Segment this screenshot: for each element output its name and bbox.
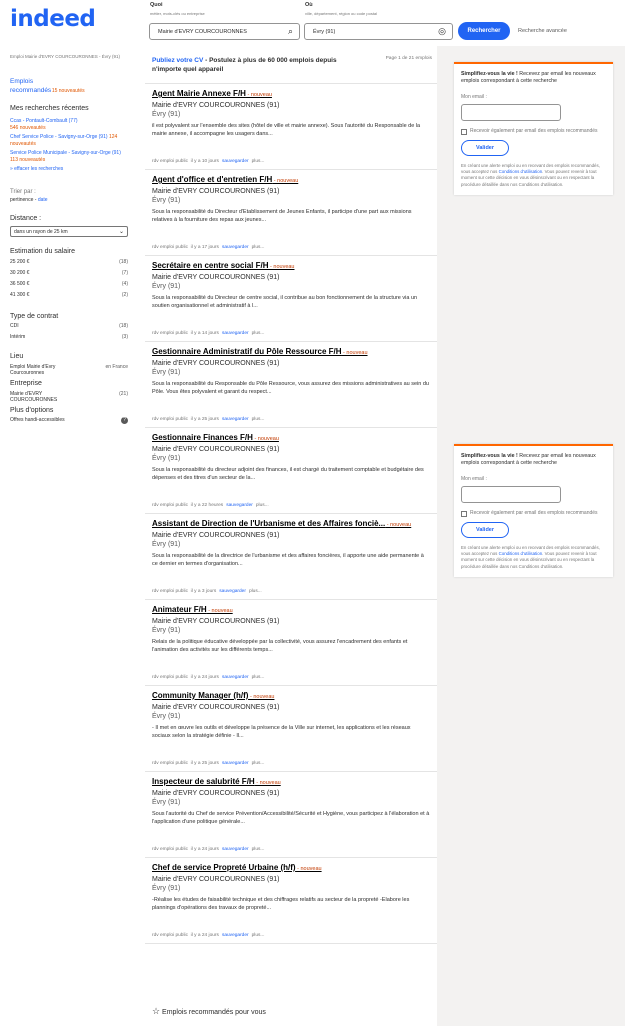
job-source: rdv emploi public [152, 159, 188, 164]
job-title[interactable] [152, 347, 430, 358]
indeed-logo[interactable]: indeed [10, 6, 96, 32]
job-company: Mairie d'EVRY COURCOURONNES (91) [152, 704, 280, 711]
job-title-text[interactable]: Community Manager (h/f) [152, 691, 249, 700]
more-link[interactable]: plus... [251, 159, 265, 164]
company-filter[interactable] [10, 391, 128, 404]
distance-value: dans un rayon de 25 km [14, 228, 68, 235]
job-title[interactable] [152, 89, 430, 100]
job-footer [152, 589, 262, 594]
job-age: il y a 24 jours [190, 675, 219, 680]
company-title: Entreprise [10, 379, 42, 387]
job-alert-box [454, 444, 613, 577]
email-label: Mon email : [461, 476, 487, 482]
job-location: Évry (91) [152, 455, 181, 462]
place-filter[interactable] [10, 364, 128, 377]
contract-filter[interactable] [10, 321, 128, 332]
terms-link[interactable]: Conditions d'utilisation [498, 169, 543, 175]
recommended-jobs [10, 77, 128, 96]
job-company: Mairie d'EVRY COURCOURONNES (91) [152, 360, 280, 367]
where-label: Où [305, 2, 313, 8]
new-badge: - nouveau [252, 436, 279, 442]
save-job-link[interactable]: sauvegarder [221, 847, 249, 852]
checkbox-icon[interactable] [461, 129, 467, 135]
job-source: rdv emploi public [152, 331, 188, 336]
job-company: Mairie d'EVRY COURCOURONNES (91) [152, 876, 280, 883]
job-location: Évry (91) [152, 799, 181, 806]
save-job-link[interactable]: sauvegarder [221, 417, 249, 422]
alert-legal: En créant une alerte emploi ou en recevant des emplois recommandés, vous acceptez nos Conditions d'utilisation. Vous pouvez revenir à tout moment sur cette décision en vous désinscrivant ou en respectant la procédure détaillée dans nos Conditions d'utilisation. [461, 545, 600, 569]
filter-label: 41 300 € [10, 291, 30, 298]
salary-list [10, 257, 128, 301]
job-card[interactable] [145, 84, 437, 170]
job-company: Mairie d'EVRY COURCOURONNES (91) [152, 618, 280, 625]
job-source: rdv emploi public [152, 933, 188, 938]
job-title[interactable] [152, 691, 430, 702]
what-input-value: Mairie d'EVRY COURCOURONNES [158, 29, 247, 35]
job-source: rdv emploi public [152, 589, 188, 594]
recent-search-label[interactable]: Service Police Municipale - Savigny-sur-Orge (91) [10, 150, 121, 156]
job-card[interactable] [145, 256, 437, 342]
recent-searches-title: Mes recherches récentes [10, 105, 89, 112]
new-badge: - nouveau [341, 350, 368, 356]
job-card[interactable] [145, 428, 437, 514]
job-title-text[interactable]: Agent d'office et d'entretien F/H [152, 175, 273, 184]
job-description: Sous la responsabilité du Responsable du Pôle Ressource, vous assurez des missions administratives au sein du Pôle. Vous êtes polyvalent et garant du respect... [152, 381, 429, 395]
new-badge: - nouveau [206, 608, 233, 614]
recent-search-count: 546 nouveautés [10, 124, 46, 131]
place-title: Lieu [10, 352, 24, 360]
filter-count: (18) [119, 322, 128, 329]
job-footer [152, 933, 264, 938]
cv-promo [145, 52, 437, 84]
recent-search-count: 124 nouveautés [10, 134, 118, 147]
recent-search-label[interactable]: Ccas - Pontault-Combault (77) [10, 118, 78, 124]
job-title[interactable] [152, 175, 430, 186]
job-company: Mairie d'EVRY COURCOURONNES (91) [152, 102, 280, 109]
more-link[interactable]: plus... [251, 245, 265, 250]
results-column [145, 52, 437, 944]
what-hint: métier, mots-clés ou entreprise [150, 11, 205, 16]
star-icon: ☆ [152, 1006, 161, 1016]
filter-label: 30 200 € [10, 269, 30, 276]
job-company: Mairie d'EVRY COURCOURONNES (91) [152, 446, 280, 453]
checkbox-label: Recevoir également par email des emplois recommandés [470, 128, 598, 134]
save-job-link[interactable]: sauvegarder [221, 245, 249, 250]
job-description: il est polyvalent sur l'ensemble des sites (hôtel de ville et mairie annexe). Sous l'autorité du Responsable de la mairie annexe, il accompagne les usagers dans... [152, 123, 421, 137]
breadcrumb: Emploi Mairie d'EVRY COURCOURONNES - Évry (91) [10, 54, 120, 59]
job-card[interactable] [145, 686, 437, 772]
job-title-text[interactable]: Secrétaire en centre social F/H [152, 261, 269, 270]
new-badge: - nouveau [385, 522, 412, 528]
job-company: Mairie d'EVRY COURCOURONNES (91) [152, 790, 280, 797]
job-age: il y a 22 heures [190, 503, 224, 508]
job-source: rdv emploi public [152, 245, 188, 250]
validate-button[interactable]: Valider [461, 522, 509, 538]
job-description: -Réalise les études de faisabilité technique et des chiffrages relatifs au secteur de la propreté -Elabore les plannings d'opérations des travaux de propreté... [152, 897, 410, 911]
validate-button[interactable]: Valider [461, 140, 509, 156]
job-footer [152, 503, 269, 508]
alert-intro: Simplifiez-vous la vie ! Recevez par email les nouveaux emplois correspondant à cette recherche [461, 453, 596, 466]
help-icon[interactable]: ? [121, 417, 128, 424]
more-link[interactable]: plus... [251, 761, 265, 766]
sort-options [10, 197, 128, 203]
new-badge: - nouveau [245, 92, 272, 98]
recommended-jobs-link[interactable]: Emplois recommandés [10, 78, 52, 94]
job-card[interactable] [145, 514, 437, 600]
job-description: Sous la responsabilité de la directrice de l'urbanisme et des affaires foncières, il apporte une aide permanente à ce dernier en termes d'organisation... [152, 553, 424, 567]
job-description: Sous la responsabilité du Directeur d'Etablissement de Jeunes Enfants, il participe d'une part aux missions relatives à la fourniture des repas aux jeunes... [152, 209, 412, 223]
save-job-link[interactable]: sauvegarder [221, 933, 249, 938]
advanced-search-link[interactable]: Recherche avancée [518, 28, 567, 34]
recommended-checkbox[interactable] [461, 510, 606, 517]
job-description: Sous la responsabilité du directeur adjoint des finances, il est chargé du traitement comptable et budgétaire des dépenses et des titres d'un secteur de la... [152, 467, 424, 481]
filter-label: Emploi Mairie d'Evry Courcouronnes [10, 363, 56, 376]
new-badge: - nouveau [295, 866, 322, 872]
job-title[interactable] [152, 261, 430, 272]
salary-filter[interactable] [10, 279, 128, 290]
search-icon[interactable]: ⌕ [287, 26, 293, 36]
job-location: Évry (91) [152, 283, 181, 290]
salary-filter[interactable] [10, 290, 128, 301]
where-input-value: Évry (91) [313, 29, 336, 35]
job-location: Évry (91) [152, 197, 181, 204]
checkbox-label: Recevoir également par email des emplois recommandés [470, 510, 598, 516]
job-location: Évry (91) [152, 541, 181, 548]
job-title[interactable] [152, 519, 430, 530]
new-badge: - nouveau [254, 780, 281, 786]
salary-title: Estimation du salaire [10, 247, 75, 255]
options-filter[interactable] [10, 415, 128, 426]
header [0, 0, 625, 48]
search-button[interactable]: Rechercher [458, 22, 510, 40]
job-age: il y a 25 jours [190, 417, 219, 422]
recommended-count: 15 nouveautés [51, 88, 85, 94]
more-link[interactable]: plus... [251, 331, 265, 336]
job-title-text[interactable]: Animateur F/H [152, 605, 207, 614]
filter-label: 25 200 € [10, 258, 30, 265]
filter-label: Intérim [10, 333, 26, 340]
job-description: - Il met en œuvre les outils et développe la présence de la Ville sur internet, les applications et les réseaux sociaux selon la stratégie définie - Il... [152, 725, 411, 739]
recent-search-item[interactable] [10, 118, 128, 131]
job-source: rdv emploi public [152, 503, 188, 508]
job-age: il y a 24 jours [190, 847, 219, 852]
contract-title: Type de contrat [10, 312, 59, 320]
recommended-footer-label: Emplois recommandés pour vous [162, 1009, 266, 1016]
filter-label: Offres handi-accessibles [10, 416, 65, 423]
filter-label: 36 500 € [10, 280, 30, 287]
sort-separator: - [33, 196, 38, 203]
job-footer [152, 847, 264, 852]
job-title[interactable] [152, 433, 430, 444]
contract-list [10, 321, 128, 343]
sort-relevance: pertinence [10, 196, 34, 203]
filter-label: CDI [10, 322, 19, 329]
email-input[interactable] [461, 486, 561, 503]
filter-count: (18) [119, 258, 128, 265]
recent-search-label[interactable]: Chef Service Police - Savigny-sur-Orge (91) [10, 134, 108, 140]
filter-count: (7) [121, 269, 128, 276]
where-hint: ville, département, région ou code postal [305, 11, 378, 16]
job-company: Mairie d'EVRY COURCOURONNES (91) [152, 532, 280, 539]
more-link[interactable]: plus... [251, 417, 265, 422]
new-badge: - nouveau [272, 178, 299, 184]
alert-legal: En créant une alerte emploi ou en recevant des emplois recommandés, vous acceptez nos Conditions d'utilisation. Vous pouvez revenir à tout moment sur cette décision en vous désinscrivant ou en respectant la procédure détaillée dans nos Conditions d'utilisation. [461, 163, 600, 187]
job-title-text[interactable]: Gestionnaire Administratif du Pôle Ressource F/H [152, 347, 342, 356]
job-footer [152, 761, 264, 766]
job-card[interactable] [145, 858, 437, 944]
filter-count: (21) [119, 390, 128, 397]
job-location: Évry (91) [152, 369, 181, 376]
job-footer [152, 675, 264, 680]
job-card[interactable] [145, 600, 437, 686]
job-title-text[interactable]: Agent Mairie Annexe F/H [152, 89, 246, 98]
job-location: Évry (91) [152, 713, 181, 720]
location-pin-icon: ◎ [438, 26, 446, 36]
job-location: Évry (91) [152, 627, 181, 634]
job-title[interactable] [152, 863, 430, 874]
alert-intro: Simplifiez-vous la vie ! Recevez par email les nouveaux emplois correspondant à cette recherche [461, 71, 596, 84]
more-link[interactable]: plus... [248, 589, 262, 594]
terms-link[interactable]: Conditions d'utilisation [498, 551, 543, 557]
job-source: rdv emploi public [152, 675, 188, 680]
job-card[interactable] [145, 170, 437, 256]
job-age: il y a 25 jours [190, 761, 219, 766]
recommended-checkbox[interactable] [461, 128, 606, 135]
clear-searches-link[interactable]: » effacer les recherches [10, 166, 64, 172]
save-job-link[interactable]: sauvegarder [219, 589, 246, 594]
what-label: Quoi [150, 2, 163, 8]
job-location: Évry (91) [152, 885, 181, 892]
job-title-text[interactable]: Gestionnaire Finances F/H [152, 433, 253, 442]
new-badge: - nouveau [248, 694, 275, 700]
options-title: Plus d'options [10, 406, 54, 414]
contract-filter[interactable] [10, 332, 128, 343]
job-description: Relais de la politique éducative développée par la collectivité, vous assurez l'encadrement des enfants et l'animation des activités sur les différents temps... [152, 639, 408, 653]
job-title-text[interactable]: Chef de service Propreté Urbaine (h/f) [152, 863, 296, 872]
job-age: il y a 14 jours [190, 331, 219, 336]
more-link[interactable]: plus... [251, 675, 265, 680]
filter-count: (4) [121, 280, 128, 287]
recent-searches-list [10, 118, 128, 173]
filter-count: (3) [121, 333, 128, 340]
job-age: il y a 24 jours [190, 933, 219, 938]
checkbox-icon[interactable] [461, 511, 467, 517]
job-footer [152, 331, 264, 336]
save-job-link[interactable]: sauvegarder [226, 503, 253, 508]
salary-filter[interactable] [10, 268, 128, 279]
job-source: rdv emploi public [152, 847, 188, 852]
page-info: Page 1 de 21 emplois [385, 56, 432, 61]
job-source: rdv emploi public [152, 761, 188, 766]
job-footer [152, 245, 264, 250]
where-input[interactable] [304, 23, 453, 40]
job-card[interactable] [145, 772, 437, 858]
job-title[interactable] [152, 777, 430, 788]
save-job-link[interactable]: sauvegarder [221, 761, 249, 766]
distance-select[interactable] [10, 226, 128, 237]
job-description: Sous l'autorité du Chef de service Prévention/Accessibilité/Sécurité et Hygiène, vous participez à l'élaboration et à l'application d'une politique générale... [152, 811, 430, 825]
email-label: Mon email : [461, 94, 487, 100]
new-badge: - nouveau [268, 264, 295, 270]
email-input[interactable] [461, 104, 561, 121]
job-source: rdv emploi public [152, 417, 188, 422]
filter-count: (2) [121, 291, 128, 298]
job-age: il y a 17 jours [190, 245, 219, 250]
job-company: Mairie d'EVRY COURCOURONNES (91) [152, 274, 280, 281]
job-title-text[interactable]: Inspecteur de salubrité F/H [152, 777, 255, 786]
job-age: il y a 10 jours [190, 159, 219, 164]
save-job-link[interactable]: sauvegarder [221, 159, 249, 164]
job-location: Évry (91) [152, 111, 181, 118]
job-alert-box [454, 62, 613, 195]
save-job-link[interactable]: sauvegarder [221, 675, 249, 680]
sidebar [10, 54, 128, 426]
recent-search-item[interactable] [10, 150, 128, 163]
salary-filter[interactable] [10, 257, 128, 268]
chevron-down-icon: ⌄ [118, 228, 124, 235]
job-title[interactable] [152, 605, 430, 616]
cv-promo-text [152, 56, 367, 74]
job-title-text[interactable]: Assistant de Direction de l'Urbanisme et des Affaires fonciè... [152, 519, 386, 528]
cv-promo-desc: - Postulez à plus de 60 000 emplois depuis n'importe quel appareil [152, 57, 337, 73]
job-footer [152, 159, 264, 164]
recent-search-item[interactable] [10, 134, 128, 147]
more-link[interactable]: plus... [255, 503, 269, 508]
filter-count: en France [105, 363, 128, 370]
more-link[interactable]: plus... [251, 847, 265, 852]
job-footer [152, 417, 264, 422]
job-description: Sous la responsabilité du Directeur de centre social, il contribue au bon fonctionnement de la structure via un soutien organisationnel et administratif à l... [152, 295, 418, 309]
sort-date-link[interactable]: date [37, 196, 48, 203]
job-card[interactable] [145, 342, 437, 428]
what-input[interactable] [149, 23, 300, 40]
job-list [145, 84, 437, 944]
recent-search-count: 113 nouveautés [10, 156, 46, 163]
recommended-footer[interactable] [152, 1006, 266, 1017]
distance-title: Distance : [10, 214, 42, 222]
save-job-link[interactable]: sauvegarder [221, 331, 249, 336]
more-link[interactable]: plus... [251, 933, 265, 938]
sort-label: Trier par : [10, 188, 36, 195]
filter-label: Mairie d'EVRY COURCOURONNES [10, 390, 58, 403]
post-cv-link[interactable]: Publiez votre CV [152, 57, 204, 64]
job-age: il y a 3 jours [190, 589, 217, 594]
job-company: Mairie d'EVRY COURCOURONNES (91) [152, 188, 280, 195]
